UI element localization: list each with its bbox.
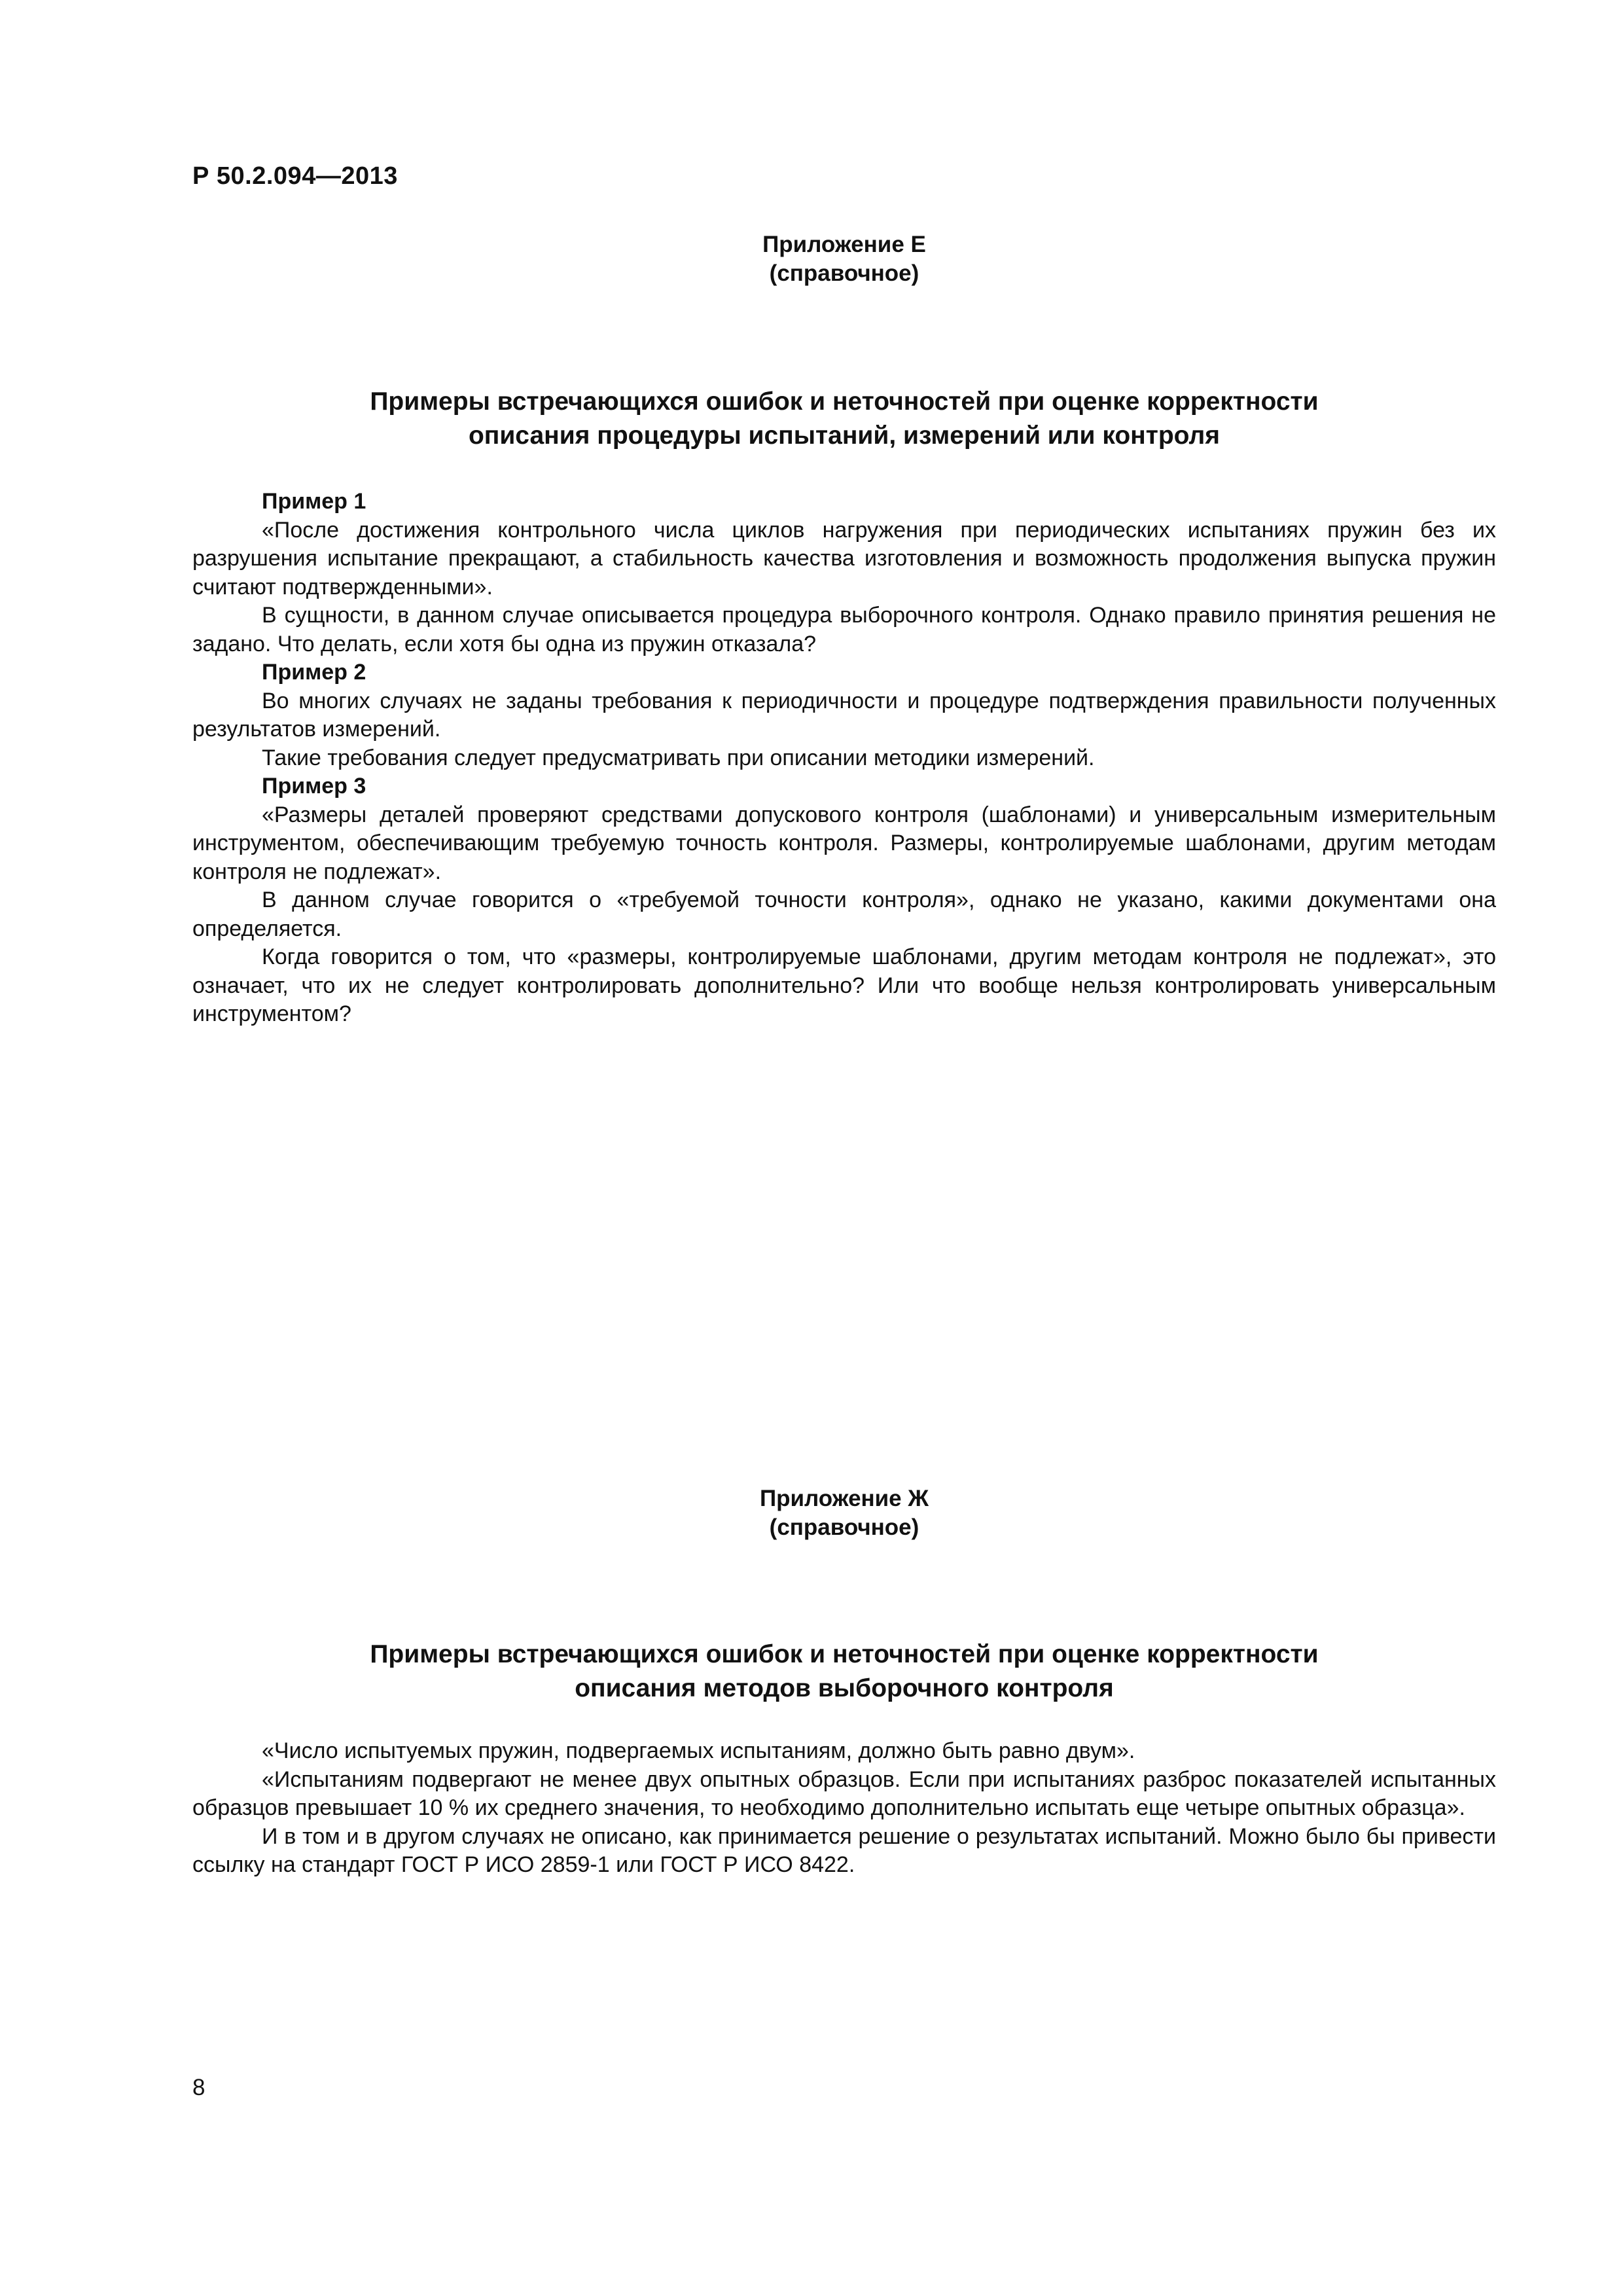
appendix-zh-title-line1: Примеры встречающихся ошибок и неточностей при оценке корректности: [370, 1640, 1319, 1668]
appendix-e-label: Приложение Е: [762, 232, 926, 257]
appendix-zh-body: [192, 1737, 1496, 1880]
appendix-e-title-line2: описания процедуры испытаний, измерений или контроля: [468, 422, 1221, 450]
example-3-paragraph-2: В данном случае говорится о «требуемой точности контроля», однако не указано, какими документами она определяется.: [192, 888, 1496, 941]
example-2-paragraph-1: Во многих случаях не заданы требования к периодичности и процедуре подтверждения правильности полученных результатов измерений.: [192, 688, 1496, 742]
example-2-heading: Пример 2: [262, 660, 366, 685]
appendix-e-title: [192, 385, 1496, 453]
example-3-paragraph-3: Когда говорится о том, что «размеры, контролируемые шаблонами, другим методам контроля не подлежат», это означает, что их не следует контролировать дополнительно? Или что вообще нельзя контролировать универсальным инструментом?: [192, 944, 1496, 1026]
appendix-zh-status: (справочное): [769, 1515, 919, 1540]
document-code: Р 50.2.094—2013: [192, 162, 398, 190]
appendix-zh-paragraph-2: «Испытаниям подвергают не менее двух опытных образцов. Если при испытаниях разброс показателей испытанных образцов превышает 10 % их среднего значения, то необходимо дополнительно испытать еще четыре опытных образца».: [192, 1767, 1496, 1820]
appendix-e-title-line1: Примеры встречающихся ошибок и неточностей при оценке корректности: [370, 387, 1319, 416]
example-3-heading: Пример 3: [262, 774, 366, 798]
page-number: 8: [192, 2075, 205, 2100]
example-2-paragraph-2: Такие требования следует предусматривать при описании методики измерений.: [262, 745, 1095, 770]
appendix-zh-title-line2: описания методов выборочного контроля: [575, 1674, 1114, 1702]
appendix-zh-label-block: [192, 1484, 1496, 1542]
example-3-paragraph-1: «Размеры деталей проверяют средствами допускового контроля (шаблонами) и универсальным измерительным инструментом, обеспечивающим требуемую точность контроля. Размеры, контролируемые шаблонами, другим методам контроля не подлежат».: [192, 802, 1496, 884]
appendix-e-body: [192, 488, 1496, 1029]
appendix-zh-label: Приложение Ж: [759, 1486, 929, 1511]
example-1-heading: Пример 1: [262, 489, 366, 514]
example-1-paragraph-2: В сущности, в данном случае описывается процедура выборочного контроля. Однако правило принятия решения не задано. Что делать, если хотя бы одна из пружин отказала?: [192, 603, 1496, 656]
appendix-zh-title: [192, 1638, 1496, 1706]
appendix-zh-paragraph-3: И в том и в другом случаях не описано, как принимается решение о результатах испытаний. Можно было бы привести ссылку на стандарт ГОСТ Р ИСО 2859-1 или ГОСТ Р ИСО 8422.: [192, 1823, 1496, 1877]
example-1-paragraph-1: «После достижения контрольного числа циклов нагружения при периодических испытаниях пружин без их разрушения испытание прекращают, а стабильность качества изготовления и возможность продолжения выпуска пружин считают подтвержденными».: [192, 517, 1496, 600]
appendix-zh-paragraph-1: «Число испытуемых пружин, подвергаемых испытаниям, должно быть равно двум».: [262, 1738, 1135, 1763]
appendix-e-status: (справочное): [769, 260, 919, 286]
appendix-e-label-block: [192, 230, 1496, 288]
